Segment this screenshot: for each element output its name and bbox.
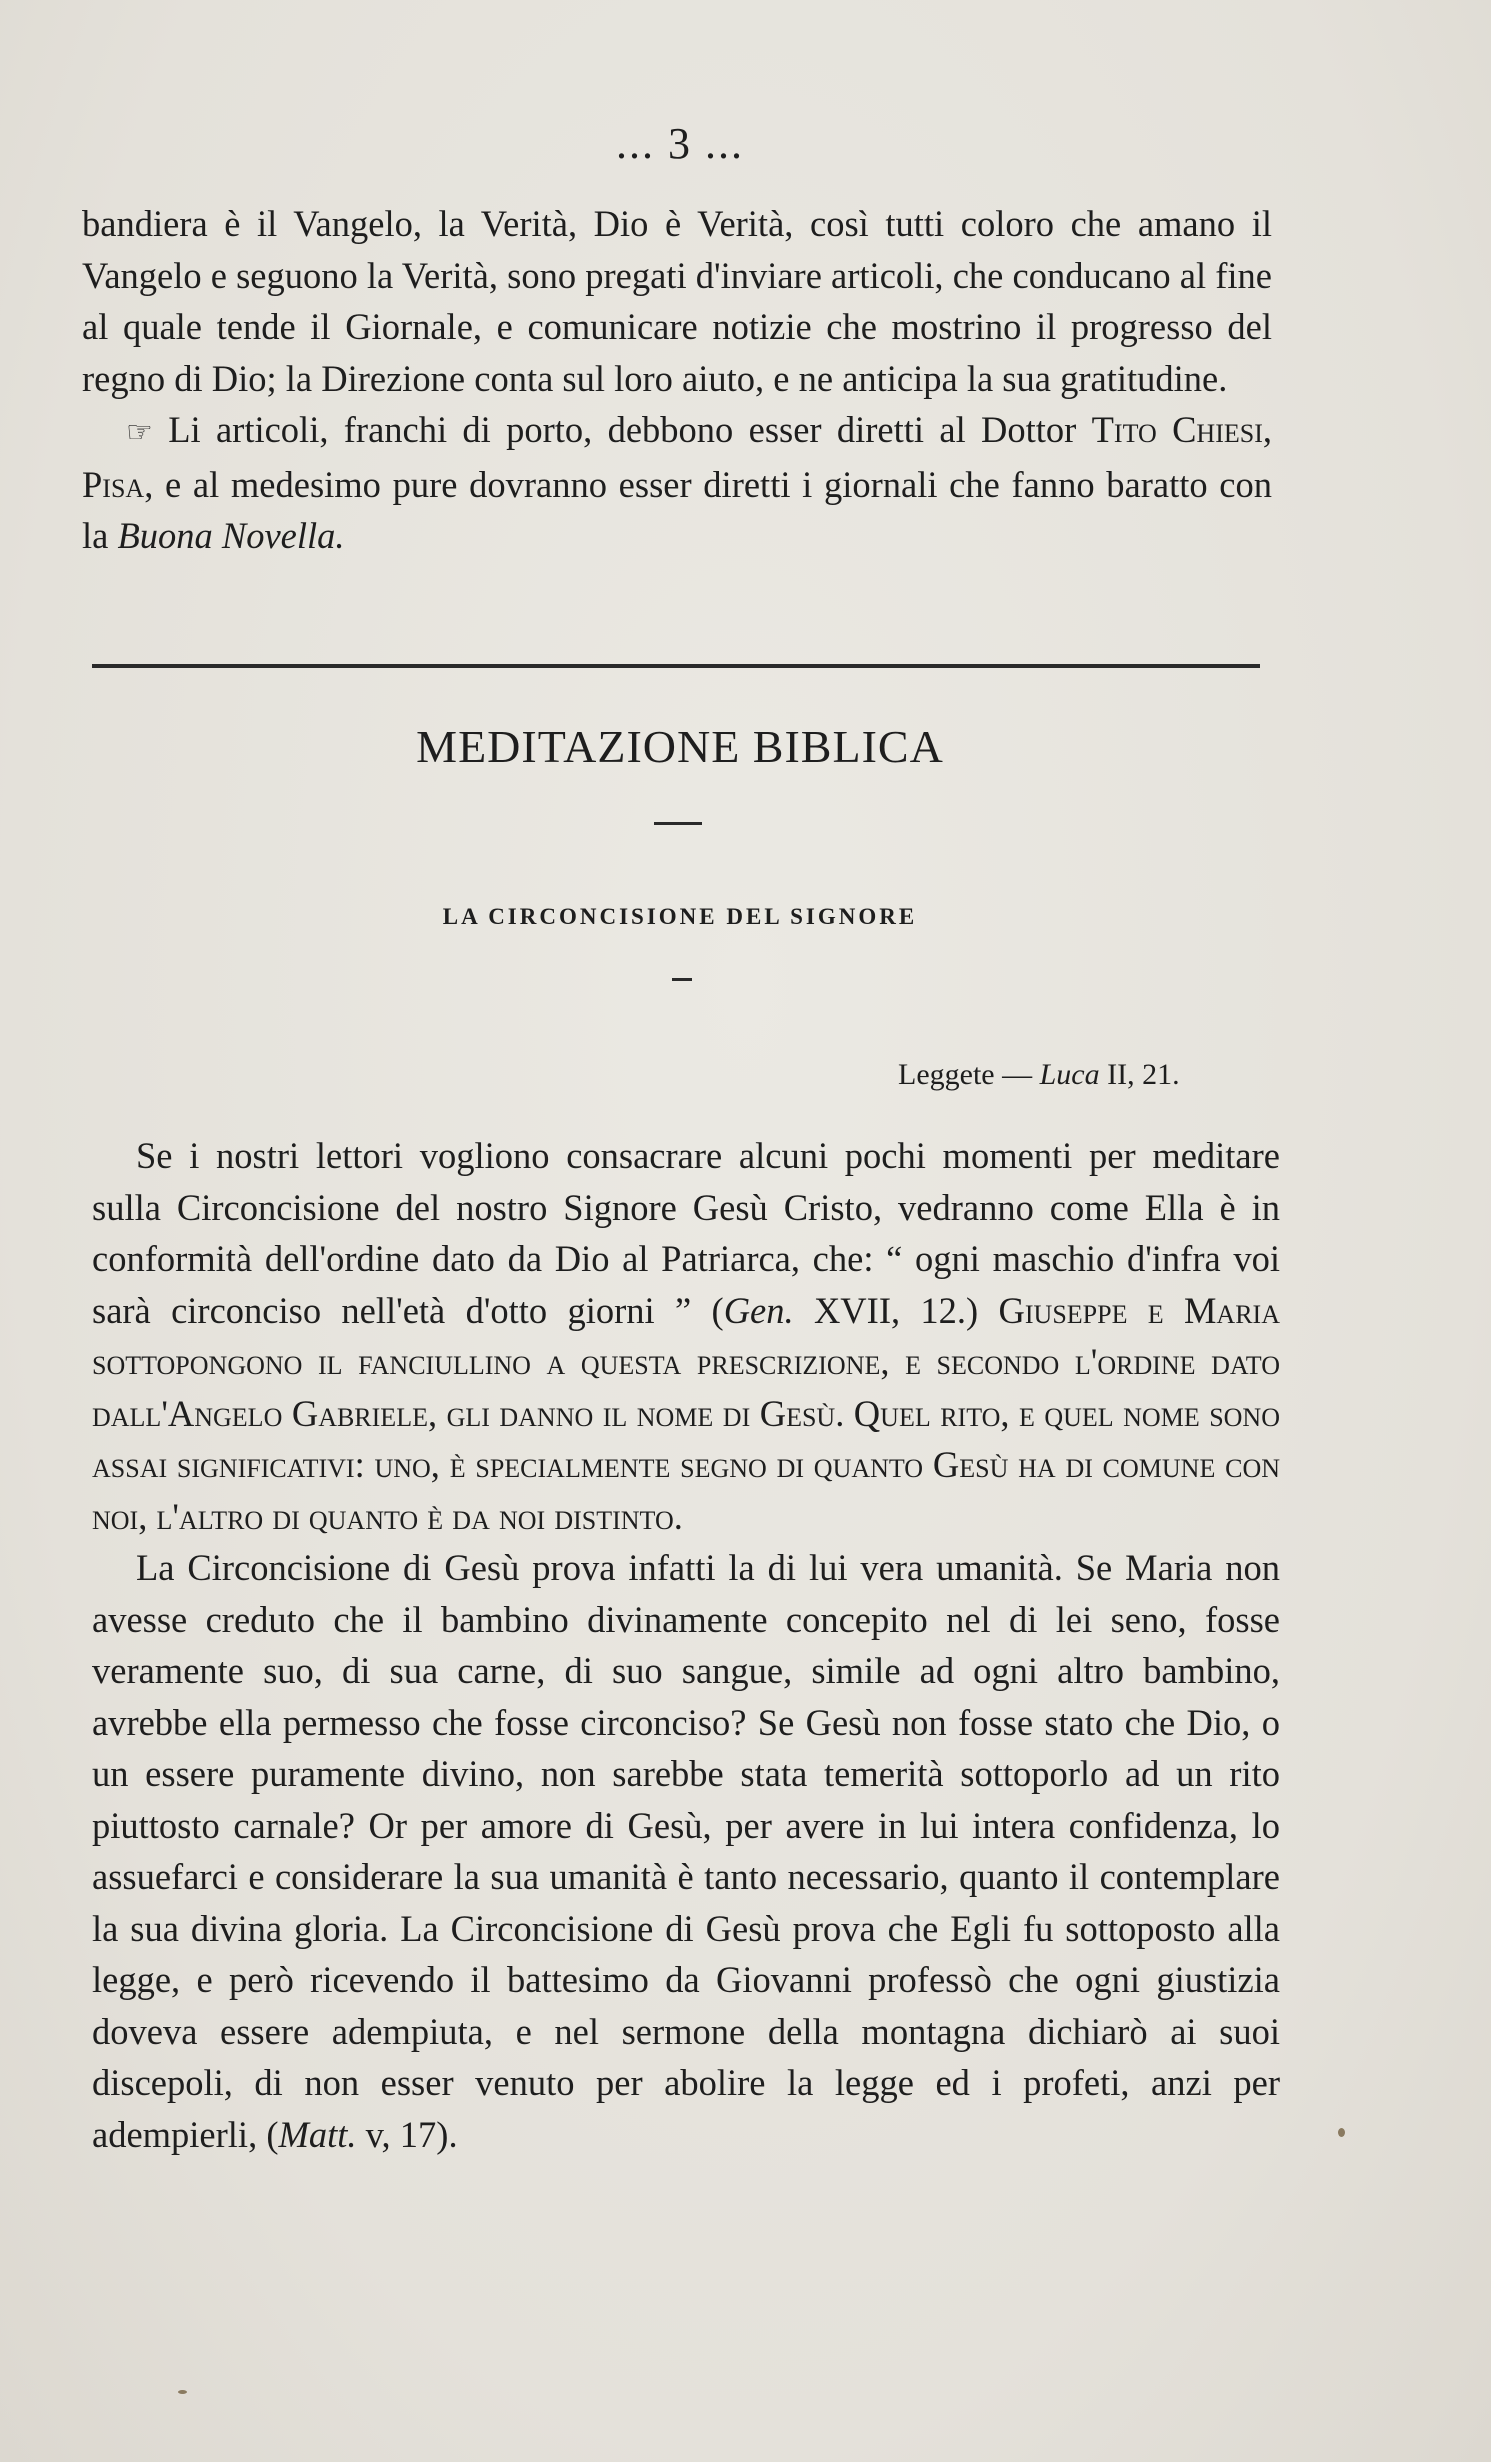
section-title: MEDITAZIONE BIBLICA [416, 721, 944, 772]
notice-text-3: , e al medesimo pure dovranno esser diretti i giornali che fanno baratto con la [82, 463, 1272, 556]
notice-text-2: , [1262, 409, 1272, 450]
notice-text-1: Li articoli, franchi di porto, debbono esser diretti al Dottor [168, 409, 1092, 450]
notice-paragraph [82, 404, 1272, 562]
meditation-paragraph-2 [92, 1542, 1280, 2160]
editor-name: Tito Chiesi [1091, 409, 1263, 450]
page-number: ... 3 ... [616, 119, 744, 168]
p1-citation-gen: Gen. [723, 1289, 794, 1331]
paper-speck [178, 2390, 187, 2394]
scripture-reference [898, 1058, 1180, 1092]
title-dash [654, 822, 702, 825]
p1-text-a: Se i nostri lettori vogliono consacrare alcuni pochi momenti per meditare sulla Circoncisione del nostro Signore Gesù Cristo, vedranno come Ella è in conformità dell'ordine dato da Dio al Patriarca, che: “ ogni maschio d'infra voi sarà circonciso nell'età d'otto giorni ” ( [92, 1135, 1280, 1331]
reference-verse: II, 21. [1099, 1058, 1180, 1091]
reference-book: Luca [1039, 1058, 1100, 1091]
p2-text-a: La Circoncisione di Gesù prova infatti la di lui vera umanità. Se Maria non avesse creduto che il bambino divinamente concepito nel di lei seno, fosse veramente suo, di sua carne, di suo sangue, simile ad ogni altro bambino, avrebbe ella permesso che fosse circonciso? Se Gesù non fosse stato che Dio, o un essere puramente divino, non sarebbe stata temerità sottoporlo ad un rito piuttosto carnale? Or per amore di Gesù, per avere in lui intera confidenza, lo assuefarci e considerare la sua umanità è tanto necessario, quanto il contemplare la sua divina gloria. La Circoncisione di Gesù prova che Egli fu sottoposto alla legge, e però ricevendo il battesimo da Giovanni professò che ogni giustizia doveva essere adempiuta, e nel sermone della montagna dichiarò ai suoi discepoli, di non esser venuto per abolire la legge ed i profeti, anzi per adempierli, ( [92, 1547, 1280, 2155]
section-subtitle: LA CIRCONCISIONE DEL SIGNORE [442, 904, 918, 929]
p2-text-b: v, 17). [356, 2113, 458, 2155]
reference-prefix: Leggete — [898, 1058, 1040, 1091]
intro-paragraph: bandiera è il Vangelo, la Verità, Dio è Verità, così tutti coloro che amano il Vangelo e seguono la Verità, sono pregati d'inviare articoli, che conducano al fine al quale tende il Giornale, e comunicare notizie che mostrino il progresso del regno di Dio; la Direzione conta sul loro aiuto, e ne anticipa la sua gratitudine. [82, 203, 1272, 399]
meditation-paragraph-1 [92, 1130, 1280, 1542]
meditation-text [92, 1130, 1280, 2160]
subtitle-dash [672, 978, 692, 981]
p1-text-b: XVII, 12.) Giuseppe e Maria sottopongono il fanciullino a questa prescrizione, e secondo l'ordine dato dall'Angelo Gabriele, gli danno il nome di Gesù. Quel rito, e quel nome sono assai significativi: uno, è specialmente segno di quanto Gesù ha di comune con noi, l'altro di quanto è da noi distinto. [92, 1289, 1280, 1537]
pointing-hand-icon: ☞ [126, 416, 153, 449]
section-divider-rule [92, 664, 1260, 668]
intro-text [82, 198, 1272, 562]
paper-speck [1338, 2128, 1345, 2137]
city-name: Pisa [82, 463, 145, 505]
journal-name: Buona Novella. [117, 515, 345, 556]
p2-citation-matt: Matt. [278, 2113, 357, 2155]
